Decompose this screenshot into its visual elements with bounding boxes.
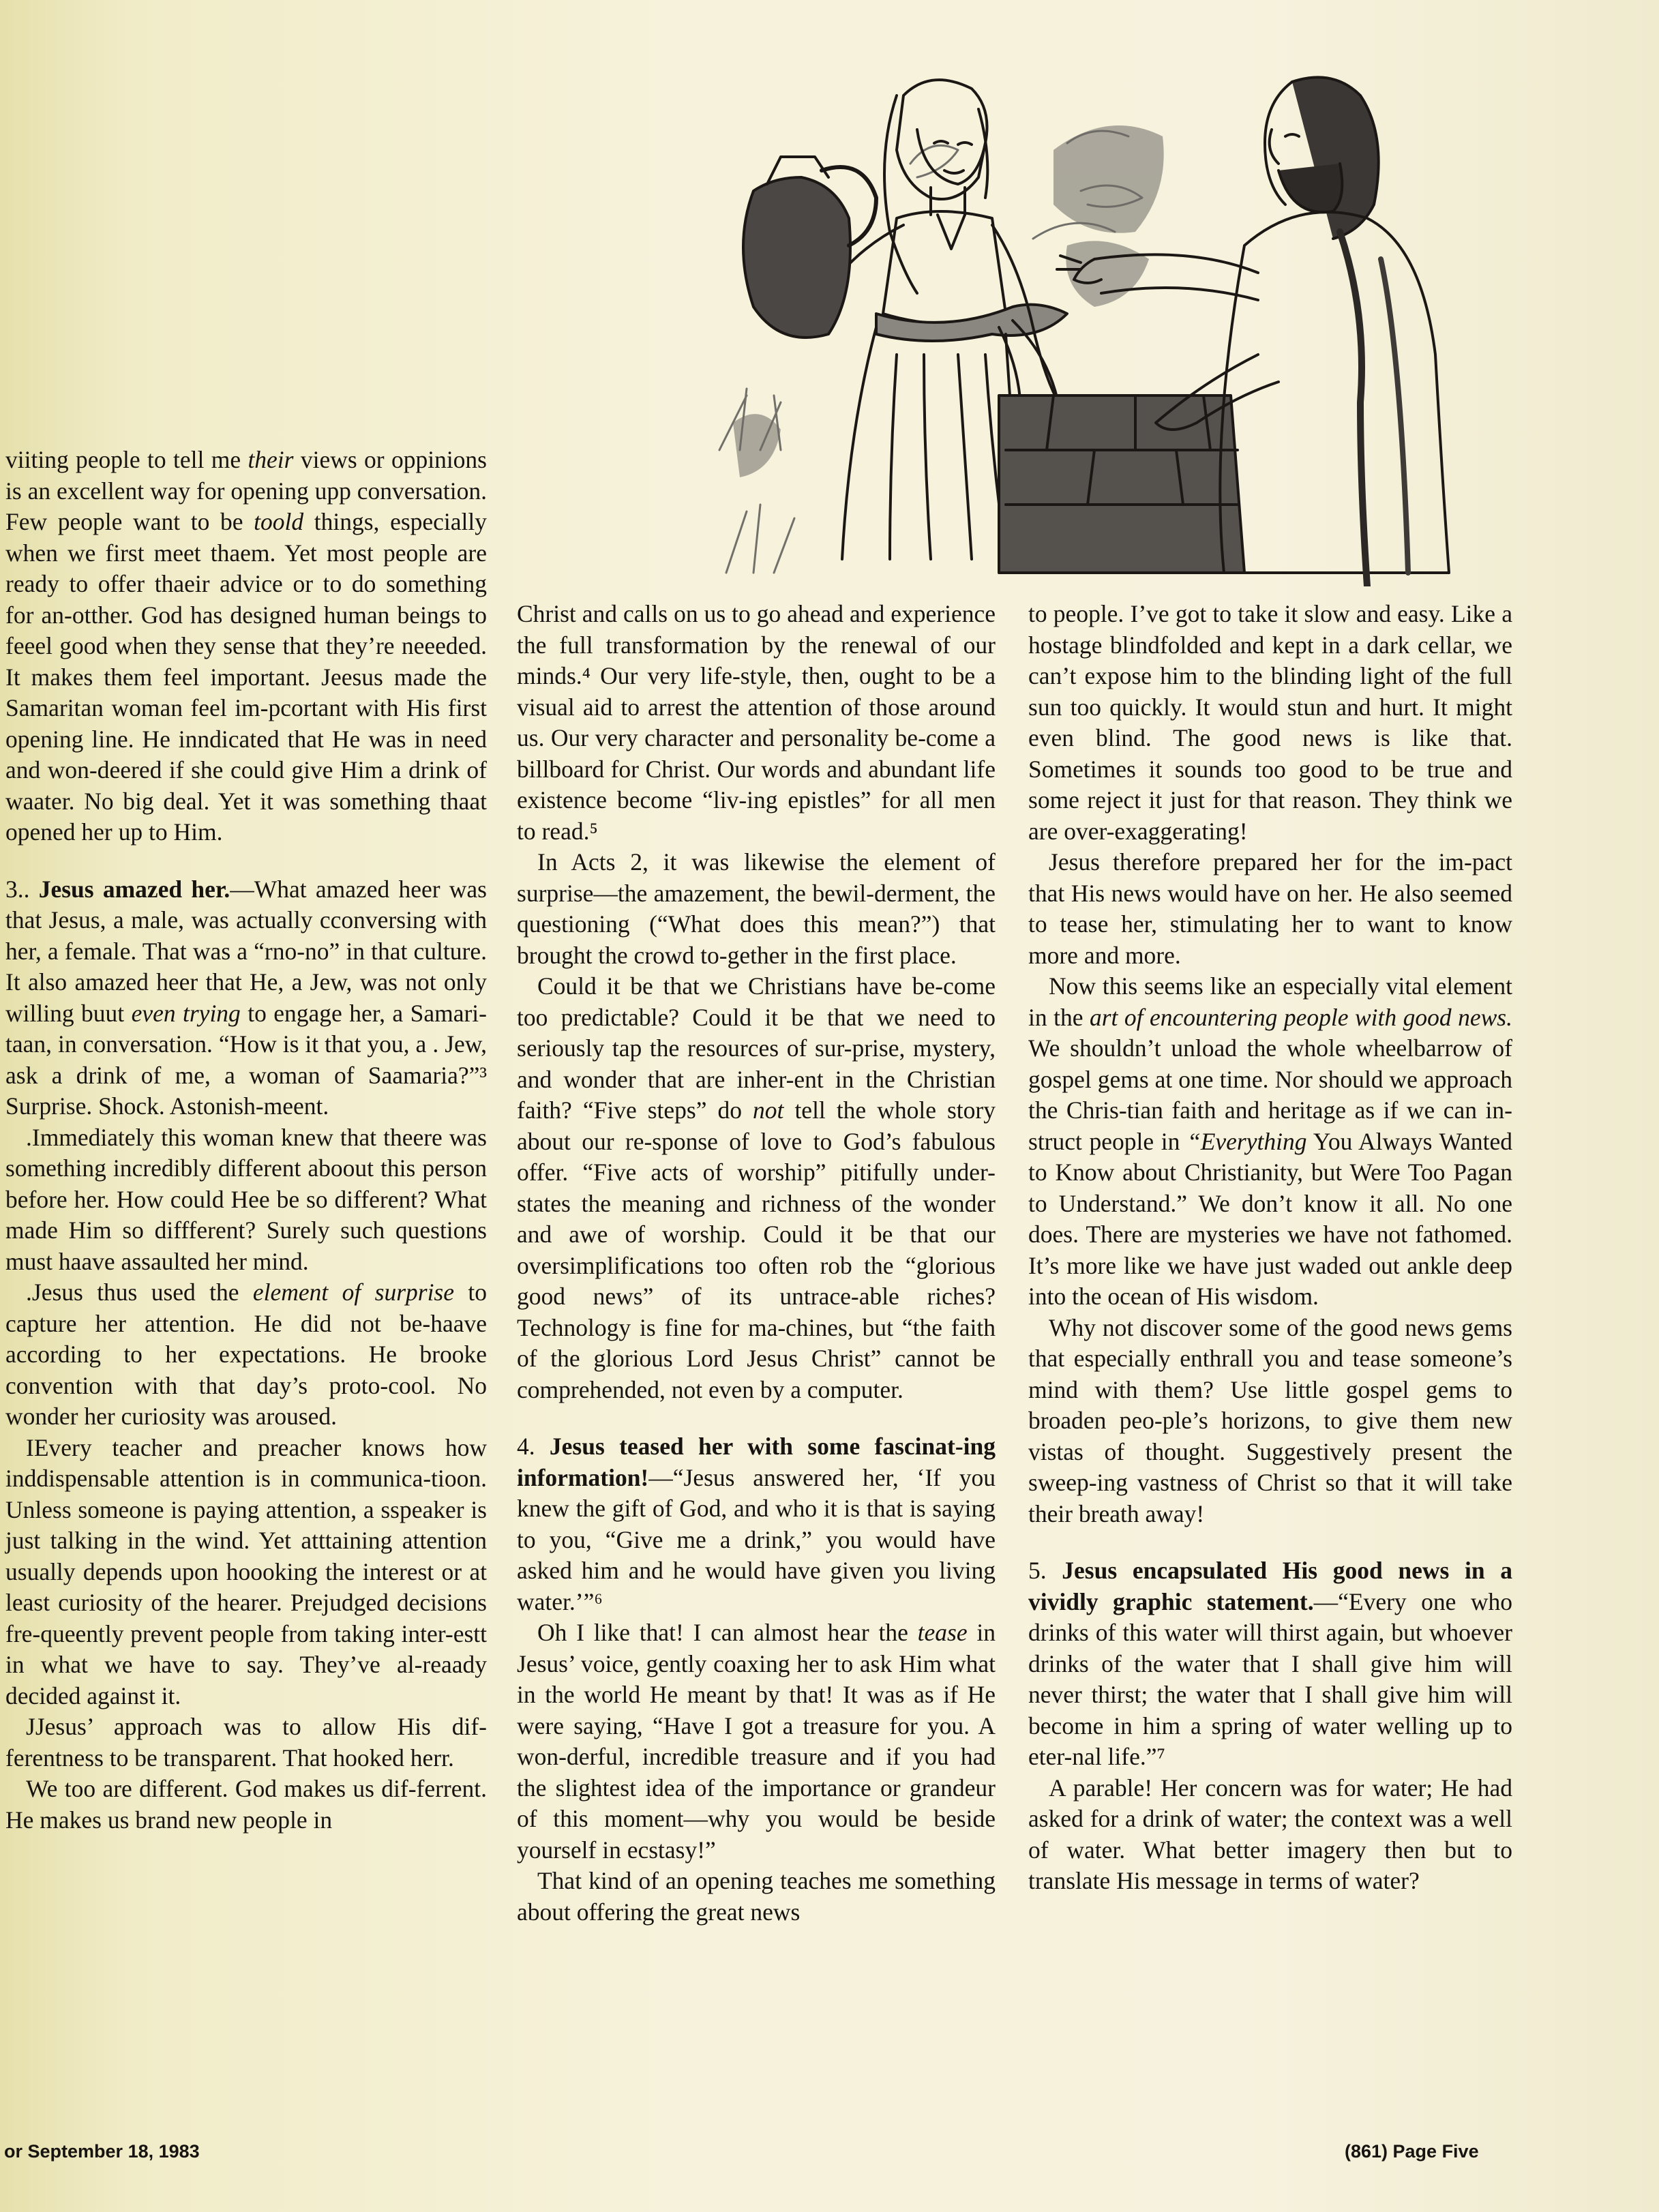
col3-paragraph: Why not discover some of the good news gems that especially enthrall you and tease someone’s mind with them? Use little gospel gems to broaden peo-ple’s horizons, to give them new vistas of thought. Suggestively present the sweep-ing vastness of Christ so that it will take their breath away! xyxy=(1028,1313,1512,1527)
col2-paragraph: Oh I like that! I can almost hear the tease in Jesus’ voice, gently coaxing her to ask Him what in the world He meant by that! It was as if He were saying, “Have I got a treasure for you. A won-derful, incredible treasure and if you had the slightest idea of the importance or grandeur of this moment—why you would be beside yourself in ecstasy!” xyxy=(517,1619,996,1864)
col1-paragraph: .Immediately this woman knew that theere was something incredibly different aboout this person before her. How could Hee be so different? What made Him so diffferent? Surely such questions must haave assaulted her mind. xyxy=(5,1123,487,1275)
footer-page-number: (861) Page Five xyxy=(1345,2141,1479,2162)
col3-paragraph: 5. Jesus encapsulated His good news in a vividly graphic statement.—“Every one who drinks of this water will thirst again, but whoever drinks of the water that I shall give him will never thirst; the water that I shall give him will become in him a spring of water welling up to eter-nal life.”⁷ xyxy=(1028,1557,1513,1770)
illustration-woman-at-well xyxy=(713,68,1463,586)
column-1 xyxy=(5,445,487,1836)
footer-date-text: September 18, 1983 xyxy=(27,2141,200,2162)
col2-paragraph: 4. Jesus teased her with some fascinat-ing information!—“Jesus answered her, ‘If you knew the gift of God, and who it is that is saying to you, “Give me a drink,” you would have asked him and he would have given you living water.’”⁶ xyxy=(517,1433,996,1615)
col2-paragraph: Christ and calls on us to go ahead and experience the full transformation by the renewal of our minds.⁴ Our very life-style, then, ought to be a visual aid to arrest the attention of those around us. Our very character and personality be-come a billboard for Christ. Our words and abundant life existence become “liv-ing epistles” for all men to read.⁵ xyxy=(517,600,996,845)
footer-date xyxy=(4,2141,200,2162)
col3-paragraph: to people. I’ve got to take it slow and easy. Like a hostage blindfolded and kept in a dark cellar, we can’t expose him to the blinding light of the full sun too quickly. It would stun and hurt. It might even blind. The good news is like that. Sometimes it sounds too good to be true and some reject it just for that reason. They think we are over-exaggerating! xyxy=(1028,600,1512,845)
column-2 xyxy=(517,599,996,1928)
col3-paragraph: Jesus therefore prepared her for the im-pact that His news would have on her. He also seemed to tease her, stimulating her to want to know more and more. xyxy=(1028,848,1512,969)
col2-paragraph: Could it be that we Christians have be-come too predictable? Could it be that we need to seriously tap the resources of sur-prise, mystery, and wonder that are inher-ent in the Christian faith? “Five steps” do not tell the whole story about our re-sponse of love to God’s fabulous offer. “Five acts of worship” pitifully under-states the meaning and richness of the wonder and awe of worship. Could it be that our oversimplifications too often rob the “glorious good news” of its untrace-able riches? Technology is fine for ma-chines, but “the faith of the glorious Lord Jesus Christ” cannot be comprehended, not even by a computer. xyxy=(517,972,996,1403)
footer-prefix: or xyxy=(4,2141,23,2162)
col2-paragraph: In Acts 2, it was likewise the element of surprise—the amazement, the bewil-derment, the questioning (“What does this mean?”) that brought the crowd to-gether in the first place. xyxy=(517,848,996,969)
col1-paragraph: JJesus’ approach was to allow His dif-ferentness to be transparent. That hooked herr. xyxy=(5,1713,487,1772)
col3-paragraph: A parable! Her concern was for water; He had asked for a drink of water; the context was a well of water. What better imagery then but to translate His message in terms of water? xyxy=(1028,1774,1512,1894)
col2-paragraph: That kind of an opening teaches me something about offering the great news xyxy=(517,1867,996,1926)
col1-paragraph: We too are different. God makes us dif-ferrent. He makes us brand new people in xyxy=(5,1775,487,1834)
column-3 xyxy=(1028,599,1512,1897)
col1-paragraph: IEvery teacher and preacher knows how inddispensable attention is in communica-tioon. Unless someone is paying attention, a sspeaker is just talking in the wind. Yet atttaining attention usually depends upon hoooking the interest or at least curiosity of the hearer. Prejudged decisions fre-queently prevent people from taking inter-estt in what we have to say. They’ve al-reaady decided against it. xyxy=(5,1433,487,1709)
woman-at-well-drawing xyxy=(713,68,1463,586)
col1-paragraph: 3.. Jesus amazed her.—What amazed heer was that Jesus, a male, was actually cconversing with her, a female. That was a “rno-no” in that culture. It also amazed heer that He, a Jew, was not only willing buut even trying to engage her, a Samari-taan, in conversation. “How is it that you, a . Jew, ask a drink of me, a woman of Saamaria?”³ Surprise. Shock. Astonish-meent. xyxy=(5,875,487,1120)
col3-paragraph: Now this seems like an especially vital element in the art of encountering people with good news. We shouldn’t unload the whole wheelbarrow of gospel gems at one time. Nor should we approach the Chris-tian faith and heritage as if we can in-struct people in “Everything You Always Wanted to Know about Christianity, but Were Too Pagan to Understand.” We don’t know it all. No one does. There are mysteries we have not fathomed. It’s more like we have just waded out ankle deep into the ocean of His wisdom. xyxy=(1028,972,1512,1310)
col1-paragraph: viiting people to tell me their views or oppinions is an excellent way for opening upp conversation. Few people want to be toold things, especially when we first meet thaem. Yet most people are ready to offer thaeir advice or to do something for an-otther. God has designed human beings to feeel good when they sense that they’re neeeded. It makes them feel important. Jeesus made the Samaritan woman feel im-pcortant with His first opening line. He inndicated that He was in need and won-deered if she could give Him a drink of waater. No big deal. Yet it was something thaat opened her up to Him. xyxy=(5,446,487,846)
col1-paragraph: .Jesus thus used the element of surprise to capture her attention. He did not be-haave according to her expectations. He brooke convention with that day’s proto-cool. No wonder her curiosity was aroused. xyxy=(5,1279,487,1430)
